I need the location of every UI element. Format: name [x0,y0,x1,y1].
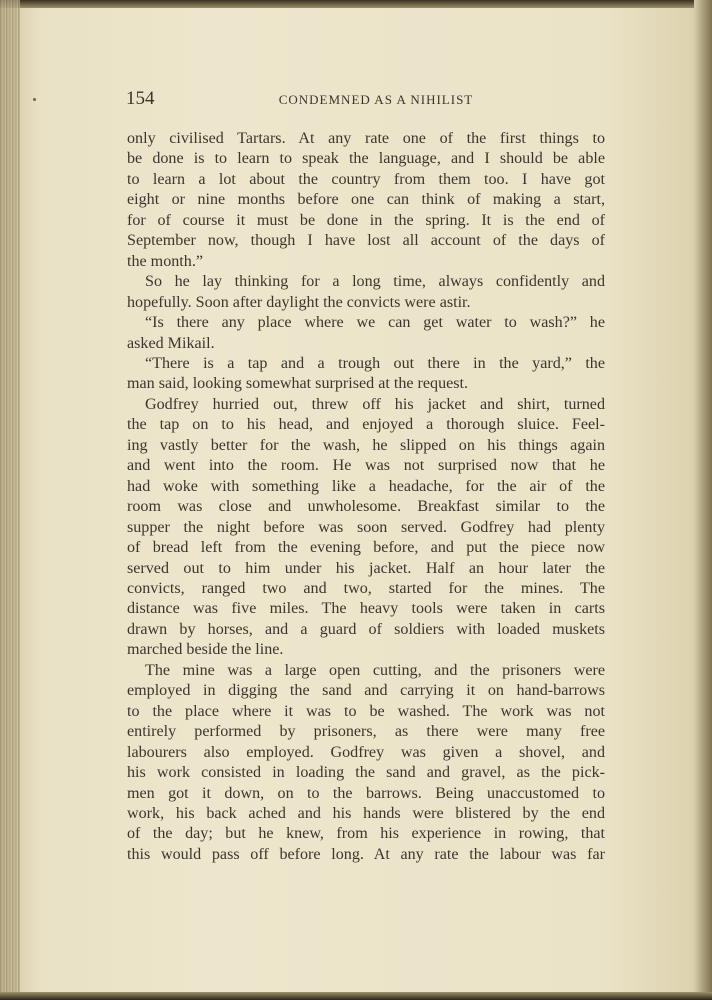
text-line: of bread left from the evening before, and put the piece now [127,539,605,557]
text-line: supper the night before was soon served. Godfrey had plenty [127,518,605,536]
page-right-edge [694,0,712,1000]
text-line: September now, though I have lost all account of the days of [127,232,605,250]
text-line: man said, looking somewhat surprised at the request. [127,375,469,393]
text-line: So he lay thinking for a long time, always confidently and [145,273,605,291]
text-line: served out to him under his jacket. Half an hour later the [127,559,605,577]
text-line: the month.” [127,252,203,270]
text-line: to the place where it was to be washed. The work was not [127,702,605,720]
text-line: Godfrey hurried out, threw off his jacket and shirt, turned [145,395,605,413]
text-line: entirely performed by prisoners, as there were many free [127,723,605,741]
text-line: The mine was a large open cutting, and the prisoners were [145,661,605,679]
text-line: hopefully. Soon after daylight the convicts were astir. [127,293,471,311]
running-head: CONDEMNED AS A NIHILIST [278,92,474,107]
text-line: and went into the room. He was not surprised now that he [127,457,605,475]
text-line: eight or nine months before one can think of making a start, [127,191,605,209]
text-line: labourers also employed. Godfrey was given a shovel, and [127,743,605,761]
text-line: only civilised Tartars. At any rate one of the first things to [127,130,605,147]
text-line: “There is a tap and a trough out there in the yard,” the [145,354,605,372]
body-text [127,129,605,865]
text-line: his work consisted in loading the sand and gravel, as the pick- [127,764,605,782]
book-binding [0,0,20,1000]
text-line: convicts, ranged two and two, started for the mines. The [127,579,605,597]
text-line: the tap on to his head, and enjoyed a thorough sluice. Feel- [127,416,605,434]
text-line: “Is there any place where we can get water to wash?” he [145,314,605,332]
page-header [126,88,606,112]
text-line: asked Mikail. [127,334,215,352]
text-line: men got it down, on to the barrows. Being unaccustomed to [127,784,605,802]
text-line: ing vastly better for the wash, he slipped on his things again [127,436,605,454]
text-line: be done is to learn to speak the language, and I should be able [127,150,605,168]
text-line: room was close and unwholesome. Breakfast similar to the [127,498,605,516]
text-line: work, his back ached and his hands were blistered by the end [127,804,605,822]
text-line: of the day; but he knew, from his experience in rowing, that [127,825,605,843]
text-line: this would pass off before long. At any rate the labour was far [127,845,605,863]
page-bottom-edge [0,992,712,1000]
page-number: 154 [126,88,155,109]
text-line: had woke with something like a headache, for the air of the [127,477,605,495]
text-line: drawn by horses, and a guard of soldiers with loaded muskets [127,620,605,638]
page-top-edge [0,0,712,8]
text-line: employed in digging the sand and carrying it on hand-barrows [127,682,605,700]
text-line: marched beside the line. [127,641,284,659]
text-line: distance was five miles. The heavy tools were taken in carts [127,600,605,618]
text-line: to learn a lot about the country from them too. I have got [127,170,605,188]
text-line: for of course it must be done in the spring. It is the end of [127,211,605,229]
page-mark [33,98,36,101]
